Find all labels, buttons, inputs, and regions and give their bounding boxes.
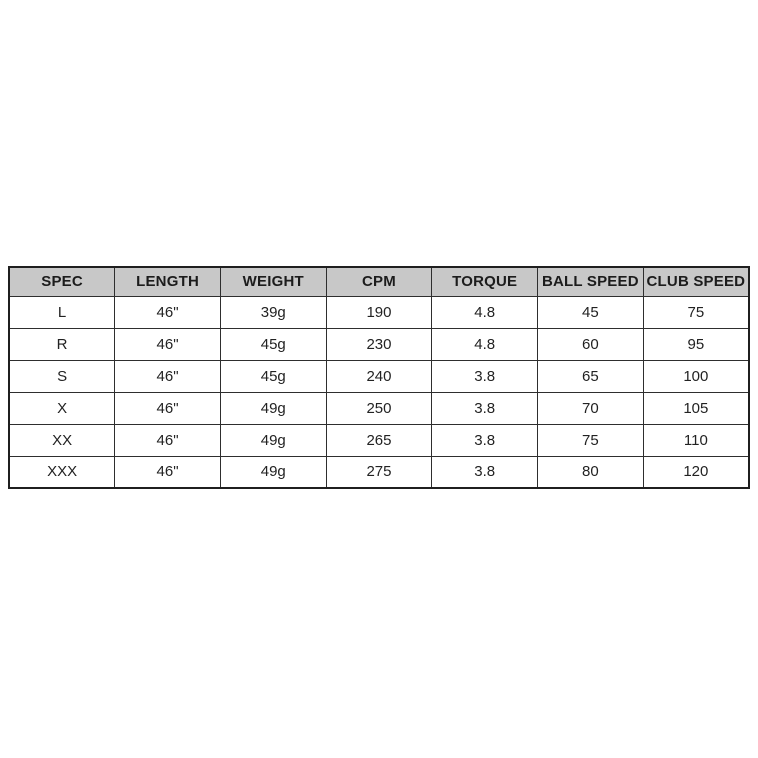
table-cell: 75 [538,424,644,456]
table-cell: 275 [326,456,432,488]
table-cell: XX [9,424,115,456]
shaft-spec-table-container [8,266,750,489]
table-cell: 105 [643,392,749,424]
table-cell: 3.8 [432,456,538,488]
table-cell: 240 [326,360,432,392]
table-cell: 75 [643,296,749,328]
table-cell: 190 [326,296,432,328]
table-cell: XXX [9,456,115,488]
table-cell: 4.8 [432,296,538,328]
table-body [9,296,749,488]
table-cell: 39g [220,296,326,328]
table-row [9,424,749,456]
table-cell: 46" [115,360,221,392]
table-cell: 45g [220,360,326,392]
table-cell: 120 [643,456,749,488]
table-cell: R [9,328,115,360]
table-cell: 230 [326,328,432,360]
table-cell: 3.8 [432,392,538,424]
table-row [9,360,749,392]
table-header-row [9,267,749,296]
shaft-spec-table [8,266,750,489]
header-cell-club-speed: CLUB SPEED [643,267,749,296]
table-cell: 110 [643,424,749,456]
table-cell: S [9,360,115,392]
table-cell: X [9,392,115,424]
table-cell: 95 [643,328,749,360]
header-cell-torque: TORQUE [432,267,538,296]
table-cell: 3.8 [432,360,538,392]
header-cell-cpm: CPM [326,267,432,296]
table-cell: 65 [538,360,644,392]
header-cell-ball-speed: BALL SPEED [538,267,644,296]
table-cell: 265 [326,424,432,456]
table-row [9,392,749,424]
table-cell: 45g [220,328,326,360]
table-cell: 4.8 [432,328,538,360]
table-cell: 46" [115,392,221,424]
table-cell: 80 [538,456,644,488]
table-row [9,296,749,328]
table-cell: 3.8 [432,424,538,456]
header-cell-spec: SPEC [9,267,115,296]
table-cell: 46" [115,296,221,328]
table-cell: 70 [538,392,644,424]
table-cell: 49g [220,424,326,456]
table-cell: 46" [115,424,221,456]
table-row [9,456,749,488]
header-cell-length: LENGTH [115,267,221,296]
table-cell: 45 [538,296,644,328]
table-cell: 46" [115,328,221,360]
table-cell: 49g [220,456,326,488]
table-cell: 100 [643,360,749,392]
header-cell-weight: WEIGHT [220,267,326,296]
table-cell: 60 [538,328,644,360]
table-cell: 49g [220,392,326,424]
table-row [9,328,749,360]
table-cell: 250 [326,392,432,424]
table-cell: L [9,296,115,328]
table-cell: 46" [115,456,221,488]
